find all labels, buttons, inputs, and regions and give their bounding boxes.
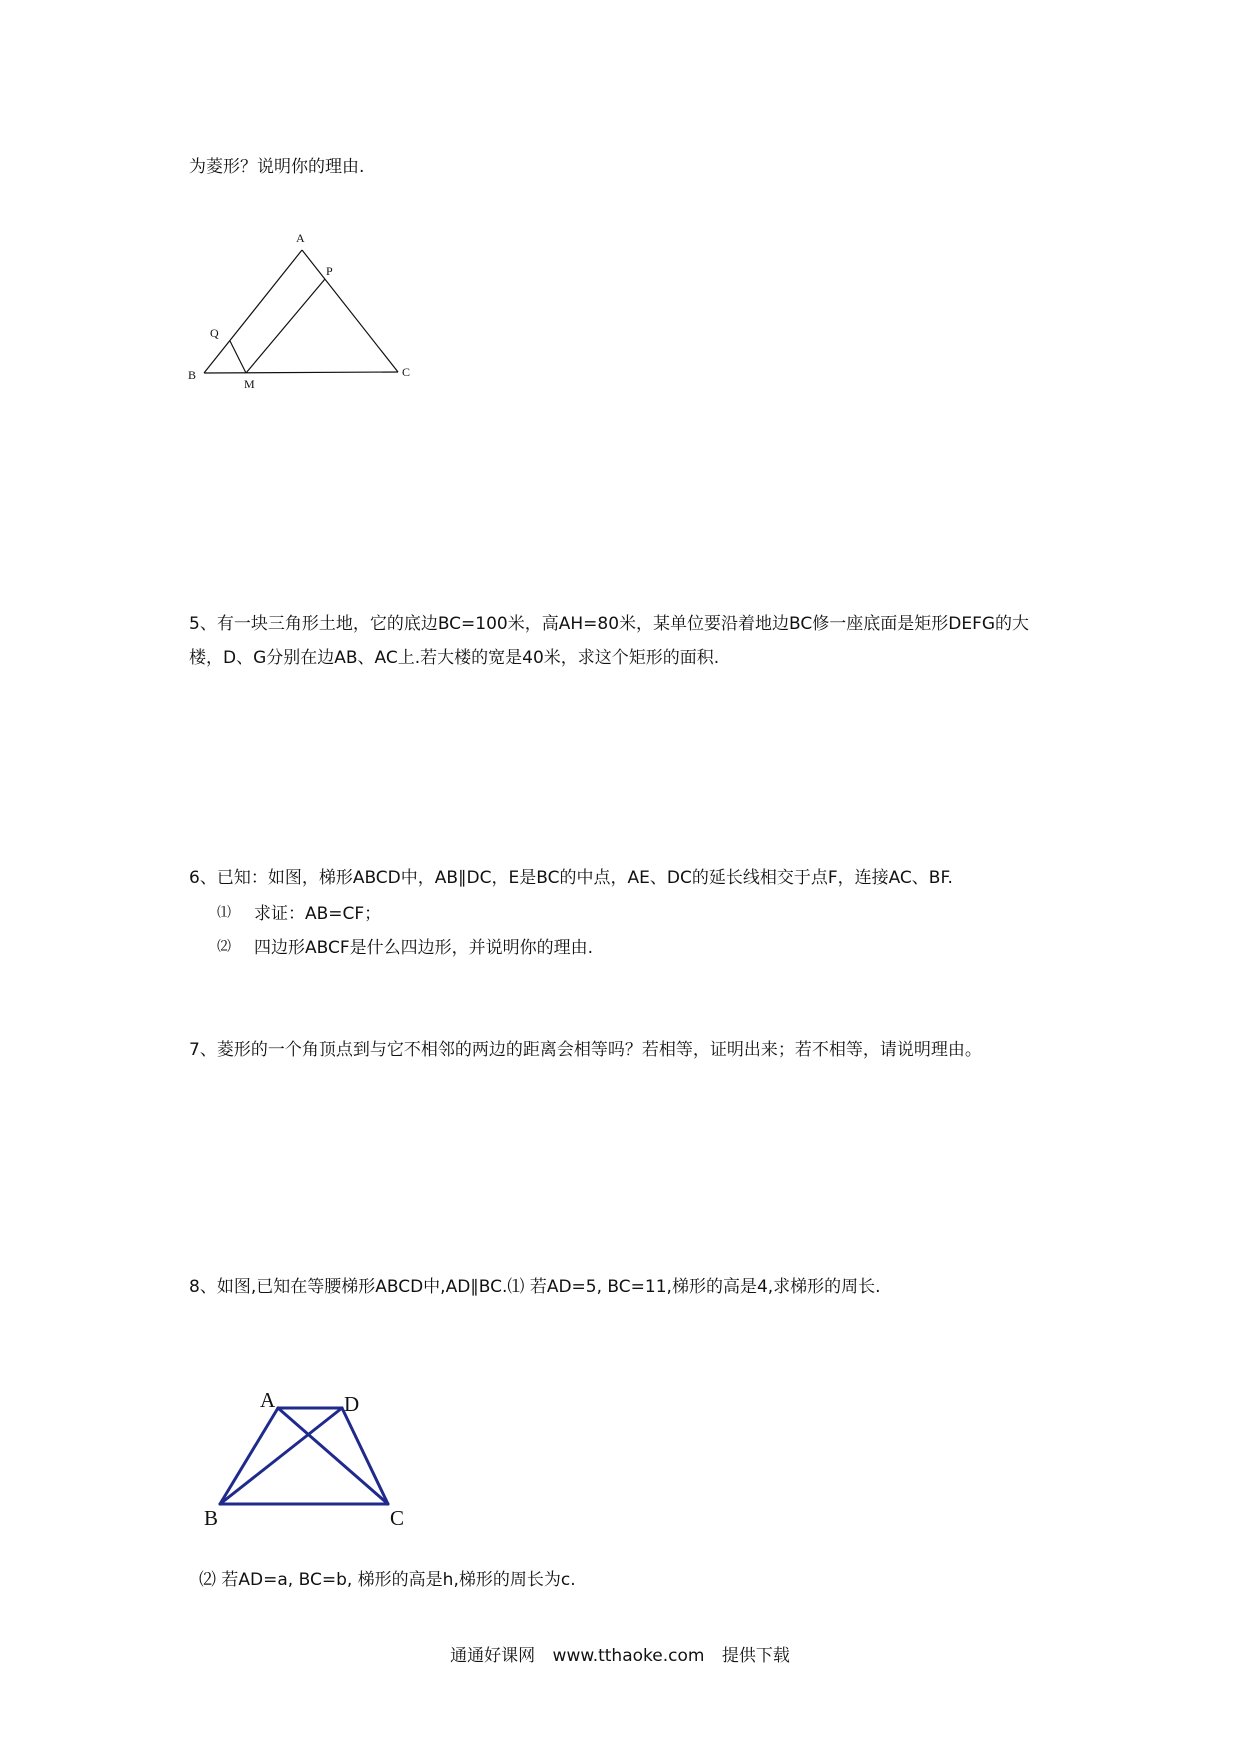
segment-bc (204, 372, 398, 373)
label-p: P (326, 264, 333, 278)
footer-url[interactable]: www.tthaoke.com (552, 1646, 705, 1666)
q5-line2: 楼，D、G分别在边AB、AC上.若大楼的宽是40米，求这个矩形的面积. (189, 648, 720, 668)
footer-action: 提供下载 (721, 1646, 790, 1666)
q7-text: 7、菱形的一个角顶点到与它不相邻的两边的距离会相等吗？若相等，证明出来；若不相等，请说明理由。 (189, 1040, 982, 1060)
segment-dc (342, 1408, 388, 1504)
footer-site-name: 通通好课网 (450, 1646, 536, 1666)
q6-sub1-number: ⑴ (217, 905, 231, 921)
q6-sub1-text: 求证：AB=CF； (254, 904, 382, 924)
label-m: M (244, 377, 255, 388)
triangle-figure-abc (180, 228, 420, 388)
diagonal-bd (220, 1408, 342, 1504)
q8-line1: 8、如图,已知在等腰梯形ABCD中,AD∥BC.⑴ 若AD=5, BC=11,梯形的高是4,求梯形的周长. (189, 1277, 881, 1297)
footer (0, 1641, 1240, 1666)
label-b: B (204, 1506, 219, 1530)
label-a: A (296, 231, 305, 245)
segment-qm (230, 341, 246, 373)
trapezoid-lines (220, 1408, 388, 1504)
segment-ab (204, 250, 302, 373)
label-c: C (390, 1506, 405, 1530)
q5-line1: 5、有一块三角形土地，它的底边BC=100米，高AH=80米，某单位要沿着地边BC修一座底面是矩形DEFG的大 (189, 614, 1030, 634)
segment-ab (220, 1408, 278, 1504)
label-a: A (260, 1388, 276, 1412)
segment-ac (302, 250, 398, 372)
q6-sub2-text: 四边形ABCF是什么四边形，并说明你的理由. (254, 938, 594, 958)
label-b: B (188, 368, 197, 382)
segment-mp (246, 279, 325, 373)
q6-line1: 6、已知：如图，梯形ABCD中，AB∥DC，E是BC的中点，AE、DC的延长线相交于点F，连接AC、BF. (189, 868, 953, 888)
q6-sub2-number: ⑵ (217, 939, 231, 955)
label-c: C (402, 365, 411, 379)
label-q: Q (210, 326, 219, 340)
trapezoid-figure-abcd (198, 1380, 428, 1530)
q4-tail-text: 为菱形？说明你的理由. (189, 157, 365, 177)
q8-sub2: ⑵ 若AD=a, BC=b, 梯形的高是h,梯形的周长为c. (199, 1570, 576, 1590)
label-d: D (344, 1392, 360, 1416)
diagonal-ac (278, 1408, 388, 1504)
